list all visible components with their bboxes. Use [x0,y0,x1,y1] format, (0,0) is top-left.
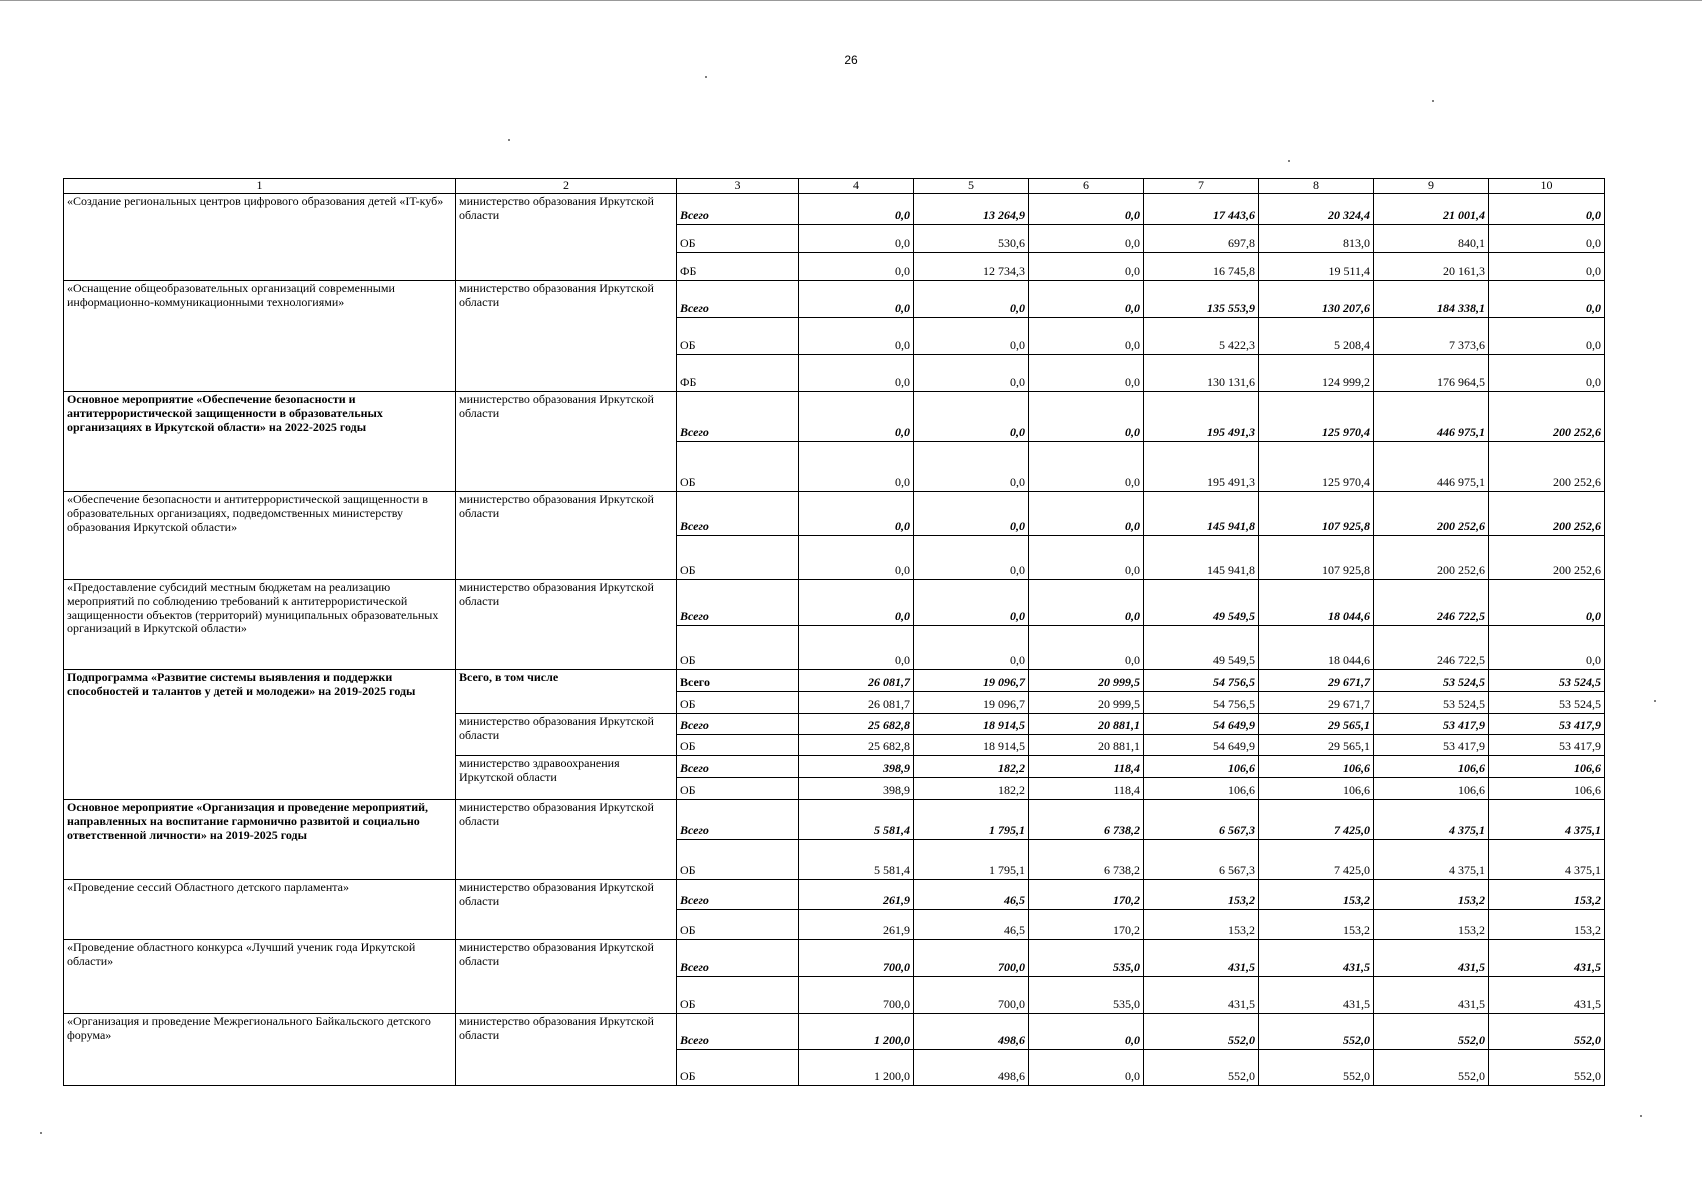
header-col-2: 2 [456,179,677,194]
amount-cell-col-8: 130 207,6 [1259,281,1374,318]
amount-cell-col-4: 0,0 [799,580,914,626]
amount-cell-col-9: 53 524,5 [1374,692,1489,714]
amount-cell-col-5: 0,0 [914,442,1029,492]
amount-cell-col-5: 182,2 [914,778,1029,800]
funding-source-cell: ОБ [677,778,799,800]
amount-cell-col-5: 1 795,1 [914,840,1029,880]
amount-cell-col-10: 53 524,5 [1489,692,1605,714]
amount-cell-col-5: 182,2 [914,756,1029,778]
amount-cell-col-6: 20 999,5 [1029,670,1144,692]
amount-cell-col-6: 0,0 [1029,225,1144,253]
amount-cell-col-6: 0,0 [1029,355,1144,392]
amount-cell-col-8: 7 425,0 [1259,840,1374,880]
amount-cell-col-6: 6 738,2 [1029,800,1144,840]
amount-cell-col-6: 118,4 [1029,778,1144,800]
amount-cell-col-4: 0,0 [799,355,914,392]
amount-cell-col-6: 20 881,1 [1029,735,1144,756]
executor-cell: министерство образования Иркутской области [456,492,677,580]
amount-cell-col-9: 106,6 [1374,778,1489,800]
amount-cell-col-7: 552,0 [1144,1014,1259,1050]
amount-cell-col-6: 0,0 [1029,1014,1144,1050]
amount-cell-col-5: 0,0 [914,355,1029,392]
amount-cell-col-8: 106,6 [1259,756,1374,778]
header-col-8: 8 [1259,179,1374,194]
amount-cell-col-10: 0,0 [1489,355,1605,392]
amount-cell-col-10: 153,2 [1489,880,1605,910]
funding-source-cell: Всего [677,281,799,318]
amount-cell-col-5: 12 734,3 [914,253,1029,281]
funding-source-cell: Всего [677,940,799,977]
amount-cell-col-6: 0,0 [1029,253,1144,281]
amount-cell-col-8: 7 425,0 [1259,800,1374,840]
funding-source-cell: Всего [677,714,799,735]
amount-cell-col-10: 200 252,6 [1489,536,1605,580]
amount-cell-col-7: 195 491,3 [1144,392,1259,442]
amount-cell-col-10: 200 252,6 [1489,492,1605,536]
amount-cell-col-10: 0,0 [1489,626,1605,670]
amount-cell-col-10: 53 524,5 [1489,670,1605,692]
amount-cell-col-5: 0,0 [914,392,1029,442]
header-col-6: 6 [1029,179,1144,194]
header-col-3: 3 [677,179,799,194]
amount-cell-col-9: 431,5 [1374,977,1489,1014]
amount-cell-col-7: 54 756,5 [1144,692,1259,714]
amount-cell-col-7: 697,8 [1144,225,1259,253]
executor-cell: министерство образования Иркутской области [456,940,677,1014]
amount-cell-col-7: 145 941,8 [1144,492,1259,536]
funding-source-cell: Всего [677,880,799,910]
header-col-7: 7 [1144,179,1259,194]
scan-speck [705,76,707,78]
amount-cell-col-6: 0,0 [1029,392,1144,442]
table-row [64,580,1605,626]
page-number: 26 [844,53,858,67]
amount-cell-col-6: 6 738,2 [1029,840,1144,880]
amount-cell-col-6: 20 881,1 [1029,714,1144,735]
table-row [64,880,1605,910]
scan-speck [1654,700,1656,702]
amount-cell-col-6: 0,0 [1029,194,1144,225]
amount-cell-col-8: 19 511,4 [1259,253,1374,281]
funding-source-cell: Всего [677,800,799,840]
amount-cell-col-7: 54 756,5 [1144,670,1259,692]
executor-cell: министерство образования Иркутской области [456,392,677,492]
funding-source-cell: Всего [677,670,799,692]
activity-name-cell: «Оснащение общеобразовательных организаций современными информационно-коммуникационными технологиями» [64,281,456,392]
amount-cell-col-9: 552,0 [1374,1014,1489,1050]
amount-cell-col-5: 700,0 [914,940,1029,977]
amount-cell-col-6: 0,0 [1029,281,1144,318]
amount-cell-col-7: 5 422,3 [1144,318,1259,355]
budget-table [63,178,1605,1086]
amount-cell-col-8: 125 970,4 [1259,392,1374,442]
amount-cell-col-4: 0,0 [799,536,914,580]
amount-cell-col-8: 124 999,2 [1259,355,1374,392]
amount-cell-col-6: 535,0 [1029,977,1144,1014]
amount-cell-col-8: 18 044,6 [1259,580,1374,626]
amount-cell-col-6: 170,2 [1029,910,1144,940]
amount-cell-col-10: 53 417,9 [1489,735,1605,756]
amount-cell-col-6: 0,0 [1029,626,1144,670]
table-row [64,281,1605,318]
amount-cell-col-10: 0,0 [1489,580,1605,626]
amount-cell-col-7: 145 941,8 [1144,536,1259,580]
amount-cell-col-7: 54 649,9 [1144,735,1259,756]
amount-cell-col-5: 0,0 [914,318,1029,355]
amount-cell-col-7: 130 131,6 [1144,355,1259,392]
activity-name-cell: «Проведение сессий Областного детского парламента» [64,880,456,940]
amount-cell-col-6: 170,2 [1029,880,1144,910]
table-row [64,940,1605,977]
amount-cell-col-4: 398,9 [799,778,914,800]
funding-source-cell: ОБ [677,977,799,1014]
amount-cell-col-5: 46,5 [914,880,1029,910]
amount-cell-col-9: 552,0 [1374,1050,1489,1086]
amount-cell-col-10: 200 252,6 [1489,392,1605,442]
amount-cell-col-9: 184 338,1 [1374,281,1489,318]
amount-cell-col-8: 552,0 [1259,1014,1374,1050]
amount-cell-col-10: 0,0 [1489,281,1605,318]
executor-cell: министерство образования Иркутской области [456,714,677,756]
amount-cell-col-10: 431,5 [1489,977,1605,1014]
amount-cell-col-4: 261,9 [799,910,914,940]
amount-cell-col-6: 0,0 [1029,492,1144,536]
amount-cell-col-9: 446 975,1 [1374,392,1489,442]
amount-cell-col-5: 498,6 [914,1050,1029,1086]
table-row [64,492,1605,536]
amount-cell-col-4: 0,0 [799,318,914,355]
activity-name-cell: «Обеспечение безопасности и антитеррористической защищенности в образовательных организациях, подведомственных министерству образования Иркутской области» [64,492,456,580]
funding-source-cell: Всего [677,580,799,626]
activity-name-cell: Основное мероприятие «Обеспечение безопасности и антитеррористической защищенности в образовательных организациях в Иркутской области» на 2022-2025 годы [64,392,456,492]
amount-cell-col-8: 431,5 [1259,940,1374,977]
amount-cell-col-8: 29 565,1 [1259,714,1374,735]
table-row [64,194,1605,225]
funding-source-cell: Всего [677,194,799,225]
amount-cell-col-10: 106,6 [1489,778,1605,800]
table-row [64,392,1605,442]
amount-cell-col-6: 0,0 [1029,318,1144,355]
amount-cell-col-8: 29 565,1 [1259,735,1374,756]
executor-cell: министерство образования Иркутской области [456,880,677,940]
amount-cell-col-4: 0,0 [799,492,914,536]
funding-source-cell: ОБ [677,692,799,714]
header-col-1: 1 [64,179,456,194]
table-row [64,1014,1605,1050]
amount-cell-col-9: 4 375,1 [1374,800,1489,840]
executor-cell: министерство образования Иркутской области [456,194,677,281]
amount-cell-col-5: 19 096,7 [914,670,1029,692]
amount-cell-col-4: 0,0 [799,225,914,253]
amount-cell-col-5: 18 914,5 [914,735,1029,756]
amount-cell-col-9: 200 252,6 [1374,536,1489,580]
amount-cell-col-7: 431,5 [1144,977,1259,1014]
amount-cell-col-10: 431,5 [1489,940,1605,977]
column-number-row [64,179,1605,194]
amount-cell-col-7: 153,2 [1144,880,1259,910]
amount-cell-col-10: 0,0 [1489,225,1605,253]
amount-cell-col-4: 25 682,8 [799,714,914,735]
amount-cell-col-8: 813,0 [1259,225,1374,253]
amount-cell-col-4: 1 200,0 [799,1014,914,1050]
amount-cell-col-8: 125 970,4 [1259,442,1374,492]
amount-cell-col-4: 0,0 [799,392,914,442]
funding-source-cell: Всего [677,392,799,442]
amount-cell-col-6: 0,0 [1029,580,1144,626]
amount-cell-col-4: 0,0 [799,281,914,318]
funding-source-cell: ОБ [677,840,799,880]
amount-cell-col-8: 29 671,7 [1259,692,1374,714]
amount-cell-col-7: 17 443,6 [1144,194,1259,225]
amount-cell-col-5: 0,0 [914,536,1029,580]
amount-cell-col-5: 0,0 [914,492,1029,536]
scan-speck [1288,160,1290,162]
amount-cell-col-7: 49 549,5 [1144,626,1259,670]
amount-cell-col-9: 153,2 [1374,880,1489,910]
funding-source-cell: Всего [677,1014,799,1050]
amount-cell-col-9: 53 417,9 [1374,714,1489,735]
amount-cell-col-8: 431,5 [1259,977,1374,1014]
funding-source-cell: ОБ [677,910,799,940]
amount-cell-col-10: 0,0 [1489,253,1605,281]
amount-cell-col-5: 530,6 [914,225,1029,253]
executor-cell: министерство образования Иркутской области [456,800,677,880]
amount-cell-col-7: 16 745,8 [1144,253,1259,281]
amount-cell-col-4: 0,0 [799,442,914,492]
amount-cell-col-8: 106,6 [1259,778,1374,800]
header-col-9: 9 [1374,179,1489,194]
amount-cell-col-10: 200 252,6 [1489,442,1605,492]
funding-source-cell: ФБ [677,355,799,392]
amount-cell-col-6: 535,0 [1029,940,1144,977]
amount-cell-col-7: 106,6 [1144,778,1259,800]
amount-cell-col-4: 261,9 [799,880,914,910]
funding-source-cell: ОБ [677,626,799,670]
amount-cell-col-5: 19 096,7 [914,692,1029,714]
budget-table-body [64,179,1605,1086]
amount-cell-col-4: 26 081,7 [799,692,914,714]
funding-source-cell: ОБ [677,536,799,580]
amount-cell-col-5: 700,0 [914,977,1029,1014]
amount-cell-col-8: 29 671,7 [1259,670,1374,692]
funding-source-cell: ОБ [677,318,799,355]
amount-cell-col-9: 840,1 [1374,225,1489,253]
funding-source-cell: ФБ [677,253,799,281]
subprogram-name-cell: Подпрограмма «Развитие системы выявления и поддержки способностей и талантов у детей и молодежи» на 2019-2025 годы [64,670,456,800]
scan-speck [40,1132,42,1134]
amount-cell-col-9: 431,5 [1374,940,1489,977]
amount-cell-col-9: 53 417,9 [1374,735,1489,756]
activity-name-cell: «Организация и проведение Межрегионального Байкальского детского форума» [64,1014,456,1086]
amount-cell-col-7: 153,2 [1144,910,1259,940]
amount-cell-col-9: 246 722,5 [1374,626,1489,670]
amount-cell-col-7: 6 567,3 [1144,800,1259,840]
executor-cell: министерство образования Иркутской области [456,1014,677,1086]
amount-cell-col-10: 552,0 [1489,1014,1605,1050]
amount-cell-col-7: 552,0 [1144,1050,1259,1086]
amount-cell-col-8: 18 044,6 [1259,626,1374,670]
amount-cell-col-7: 431,5 [1144,940,1259,977]
amount-cell-col-5: 18 914,5 [914,714,1029,735]
executor-cell: Всего, в том числе [456,670,677,714]
amount-cell-col-4: 5 581,4 [799,800,914,840]
header-col-5: 5 [914,179,1029,194]
header-col-4: 4 [799,179,914,194]
amount-cell-col-6: 0,0 [1029,536,1144,580]
amount-cell-col-4: 25 682,8 [799,735,914,756]
table-row [64,670,1605,692]
scan-speck [1640,1115,1642,1117]
amount-cell-col-7: 49 549,5 [1144,580,1259,626]
table-row [64,800,1605,840]
amount-cell-col-8: 107 925,8 [1259,492,1374,536]
amount-cell-col-9: 4 375,1 [1374,840,1489,880]
amount-cell-col-9: 53 524,5 [1374,670,1489,692]
amount-cell-col-9: 7 373,6 [1374,318,1489,355]
amount-cell-col-9: 20 161,3 [1374,253,1489,281]
amount-cell-col-4: 26 081,7 [799,670,914,692]
executor-cell: министерство образования Иркутской области [456,580,677,670]
amount-cell-col-10: 53 417,9 [1489,714,1605,735]
amount-cell-col-9: 176 964,5 [1374,355,1489,392]
amount-cell-col-6: 20 999,5 [1029,692,1144,714]
amount-cell-col-6: 0,0 [1029,1050,1144,1086]
amount-cell-col-7: 135 553,9 [1144,281,1259,318]
amount-cell-col-10: 106,6 [1489,756,1605,778]
funding-source-cell: Всего [677,492,799,536]
amount-cell-col-10: 4 375,1 [1489,800,1605,840]
amount-cell-col-10: 0,0 [1489,194,1605,225]
scan-edge-line [0,0,1702,1]
amount-cell-col-4: 700,0 [799,940,914,977]
amount-cell-col-9: 246 722,5 [1374,580,1489,626]
amount-cell-col-7: 195 491,3 [1144,442,1259,492]
scan-speck [508,139,510,141]
activity-name-cell: «Предоставление субсидий местным бюджетам на реализацию мероприятий по соблюдению требований к антитеррористической защищенности объектов (территорий) муниципальных образовательных организаций в Иркутской области» [64,580,456,670]
funding-source-cell: ОБ [677,442,799,492]
amount-cell-col-10: 552,0 [1489,1050,1605,1086]
amount-cell-col-6: 0,0 [1029,442,1144,492]
amount-cell-col-9: 106,6 [1374,756,1489,778]
activity-name-cell: «Проведение областного конкурса «Лучший ученик года Иркутской области» [64,940,456,1014]
scan-speck [1432,100,1434,102]
amount-cell-col-8: 5 208,4 [1259,318,1374,355]
executor-cell: министерство образования Иркутской области [456,281,677,392]
amount-cell-col-5: 46,5 [914,910,1029,940]
funding-source-cell: Всего [677,756,799,778]
amount-cell-col-4: 5 581,4 [799,840,914,880]
activity-name-cell: Основное мероприятие «Организация и проведение мероприятий, направленных на воспитание гармонично развитой и социально ответственной личности» на 2019-2025 годы [64,800,456,880]
amount-cell-col-8: 107 925,8 [1259,536,1374,580]
amount-cell-col-5: 0,0 [914,281,1029,318]
amount-cell-col-5: 0,0 [914,626,1029,670]
amount-cell-col-8: 552,0 [1259,1050,1374,1086]
amount-cell-col-10: 153,2 [1489,910,1605,940]
amount-cell-col-10: 4 375,1 [1489,840,1605,880]
amount-cell-col-9: 200 252,6 [1374,492,1489,536]
amount-cell-col-9: 153,2 [1374,910,1489,940]
executor-cell: министерство здравоохранения Иркутской области [456,756,677,800]
amount-cell-col-4: 0,0 [799,194,914,225]
amount-cell-col-7: 106,6 [1144,756,1259,778]
amount-cell-col-4: 398,9 [799,756,914,778]
amount-cell-col-5: 1 795,1 [914,800,1029,840]
header-col-10: 10 [1489,179,1605,194]
amount-cell-col-8: 20 324,4 [1259,194,1374,225]
funding-source-cell: ОБ [677,735,799,756]
amount-cell-col-5: 0,0 [914,580,1029,626]
amount-cell-col-5: 13 264,9 [914,194,1029,225]
amount-cell-col-8: 153,2 [1259,910,1374,940]
amount-cell-col-4: 700,0 [799,977,914,1014]
amount-cell-col-9: 21 001,4 [1374,194,1489,225]
amount-cell-col-10: 0,0 [1489,318,1605,355]
amount-cell-col-4: 0,0 [799,626,914,670]
amount-cell-col-4: 1 200,0 [799,1050,914,1086]
funding-source-cell: ОБ [677,1050,799,1086]
amount-cell-col-6: 118,4 [1029,756,1144,778]
amount-cell-col-5: 498,6 [914,1014,1029,1050]
amount-cell-col-7: 6 567,3 [1144,840,1259,880]
amount-cell-col-8: 153,2 [1259,880,1374,910]
activity-name-cell: «Создание региональных центров цифрового образования детей «IT-куб» [64,194,456,281]
amount-cell-col-4: 0,0 [799,253,914,281]
amount-cell-col-9: 446 975,1 [1374,442,1489,492]
funding-source-cell: ОБ [677,225,799,253]
amount-cell-col-7: 54 649,9 [1144,714,1259,735]
